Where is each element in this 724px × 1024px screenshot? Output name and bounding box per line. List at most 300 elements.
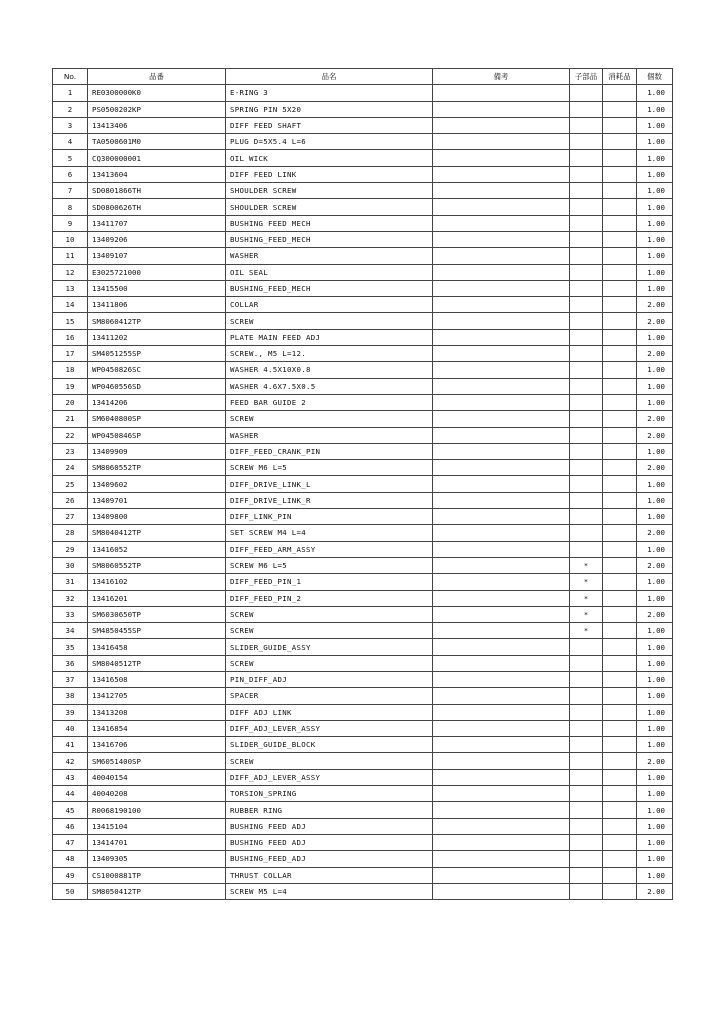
cell-remarks (433, 851, 570, 867)
cell-consumable (603, 199, 637, 215)
table-row (53, 541, 673, 557)
cell-sub-part (570, 720, 603, 736)
cell-no: 1 (53, 85, 88, 101)
cell-qty: 1.00 (637, 590, 673, 606)
cell-consumable (603, 769, 637, 785)
cell-part-name: SHOULDER SCREW (226, 199, 433, 215)
cell-sub-part (570, 786, 603, 802)
cell-sub-part (570, 818, 603, 834)
table-row (53, 753, 673, 769)
cell-consumable (603, 117, 637, 133)
cell-qty: 1.00 (637, 509, 673, 525)
cell-consumable (603, 215, 637, 231)
cell-part-name: BUSHING_FEED_MECH (226, 231, 433, 247)
cell-consumable (603, 802, 637, 818)
cell-sub-part (570, 183, 603, 199)
cell-no: 34 (53, 623, 88, 639)
table-row (53, 150, 673, 166)
cell-no: 21 (53, 411, 88, 427)
cell-consumable (603, 574, 637, 590)
cell-no: 7 (53, 183, 88, 199)
table-row (53, 867, 673, 883)
cell-sub-part (570, 264, 603, 280)
cell-remarks (433, 346, 570, 362)
cell-consumable (603, 720, 637, 736)
table-row (53, 264, 673, 280)
cell-consumable (603, 427, 637, 443)
cell-qty: 1.00 (637, 248, 673, 264)
cell-part-name: BUSHING FEED ADJ (226, 818, 433, 834)
cell-consumable (603, 346, 637, 362)
cell-sub-part (570, 117, 603, 133)
cell-sub-part (570, 655, 603, 671)
table-row (53, 313, 673, 329)
cell-qty: 1.00 (637, 786, 673, 802)
cell-part-name: SLIDER_GUIDE_ASSY (226, 639, 433, 655)
cell-remarks (433, 655, 570, 671)
cell-qty: 1.00 (637, 199, 673, 215)
cell-no: 46 (53, 818, 88, 834)
cell-no: 13 (53, 280, 88, 296)
cell-consumable (603, 655, 637, 671)
cell-sub-part: * (570, 574, 603, 590)
table-row (53, 297, 673, 313)
cell-remarks (433, 737, 570, 753)
cell-qty: 1.00 (637, 834, 673, 850)
cell-consumable (603, 378, 637, 394)
cell-qty: 2.00 (637, 297, 673, 313)
table-row (53, 557, 673, 573)
cell-remarks (433, 623, 570, 639)
header-part-name: 品名 (226, 69, 433, 85)
cell-part-no: SD0800626TH (88, 199, 226, 215)
header-sub-part: 子部品 (570, 69, 603, 85)
cell-no: 25 (53, 476, 88, 492)
cell-part-name: THRUST COLLAR (226, 867, 433, 883)
cell-part-name: DIFF_FEED_PIN_2 (226, 590, 433, 606)
table-row (53, 786, 673, 802)
cell-qty: 1.00 (637, 117, 673, 133)
cell-no: 39 (53, 704, 88, 720)
cell-consumable (603, 557, 637, 573)
table-row (53, 101, 673, 117)
cell-qty: 1.00 (637, 215, 673, 231)
cell-consumable (603, 541, 637, 557)
table-row (53, 166, 673, 182)
table-row (53, 525, 673, 541)
cell-qty: 2.00 (637, 606, 673, 622)
cell-part-no: WP0460556SD (88, 378, 226, 394)
cell-part-no: 13409701 (88, 492, 226, 508)
cell-no: 9 (53, 215, 88, 231)
cell-sub-part (570, 378, 603, 394)
cell-no: 12 (53, 264, 88, 280)
cell-qty: 2.00 (637, 346, 673, 362)
cell-qty: 1.00 (637, 134, 673, 150)
table-row (53, 346, 673, 362)
cell-qty: 1.00 (637, 851, 673, 867)
table-header-row (53, 69, 673, 85)
cell-part-name: E-RING 3 (226, 85, 433, 101)
cell-sub-part (570, 231, 603, 247)
cell-part-name: SLIDER_GUIDE_BLOCK (226, 737, 433, 753)
cell-part-name: DIFF_DRIVE_LINK_R (226, 492, 433, 508)
cell-sub-part (570, 248, 603, 264)
cell-remarks (433, 411, 570, 427)
cell-remarks (433, 541, 570, 557)
cell-no: 17 (53, 346, 88, 362)
cell-consumable (603, 671, 637, 687)
cell-qty: 1.00 (637, 492, 673, 508)
cell-part-name: SCREW (226, 606, 433, 622)
cell-qty: 1.00 (637, 443, 673, 459)
cell-part-name: DIFF_FEED_CRANK_PIN (226, 443, 433, 459)
cell-part-name: BUSHING FEED MECH (226, 215, 433, 231)
cell-qty: 1.00 (637, 150, 673, 166)
cell-consumable (603, 492, 637, 508)
cell-remarks (433, 720, 570, 736)
cell-no: 6 (53, 166, 88, 182)
cell-part-name: DIFF_DRIVE_LINK_L (226, 476, 433, 492)
cell-sub-part (570, 427, 603, 443)
table-row (53, 834, 673, 850)
cell-remarks (433, 215, 570, 231)
table-row (53, 85, 673, 101)
cell-part-name: DIFF_FEED_PIN_1 (226, 574, 433, 590)
cell-part-no: R0068190100 (88, 802, 226, 818)
cell-consumable (603, 411, 637, 427)
cell-consumable (603, 166, 637, 182)
cell-consumable (603, 867, 637, 883)
cell-consumable (603, 183, 637, 199)
cell-part-no: 13416854 (88, 720, 226, 736)
table-row (53, 818, 673, 834)
cell-no: 8 (53, 199, 88, 215)
cell-remarks (433, 313, 570, 329)
parts-list-sheet (52, 68, 672, 900)
table-row (53, 476, 673, 492)
cell-qty: 2.00 (637, 883, 673, 899)
table-row (53, 199, 673, 215)
cell-part-name: WASHER (226, 248, 433, 264)
cell-part-no: RE0300000K0 (88, 85, 226, 101)
cell-part-no: 13416201 (88, 590, 226, 606)
cell-no: 20 (53, 394, 88, 410)
cell-part-no: 13409602 (88, 476, 226, 492)
cell-no: 23 (53, 443, 88, 459)
cell-qty: 1.00 (637, 655, 673, 671)
table-row (53, 117, 673, 133)
cell-remarks (433, 834, 570, 850)
cell-part-no: 13416052 (88, 541, 226, 557)
cell-part-name: SCREW., M5 L=12. (226, 346, 433, 362)
cell-no: 32 (53, 590, 88, 606)
cell-part-no: 13409800 (88, 509, 226, 525)
cell-part-no: 13413604 (88, 166, 226, 182)
cell-part-no: PS0500202KP (88, 101, 226, 117)
cell-remarks (433, 590, 570, 606)
cell-remarks (433, 476, 570, 492)
cell-sub-part (570, 476, 603, 492)
cell-part-no: 13416102 (88, 574, 226, 590)
cell-part-no: 13409305 (88, 851, 226, 867)
table-row (53, 606, 673, 622)
cell-consumable (603, 297, 637, 313)
cell-no: 28 (53, 525, 88, 541)
cell-no: 44 (53, 786, 88, 802)
table-row (53, 639, 673, 655)
cell-part-no: 13416706 (88, 737, 226, 753)
cell-sub-part: * (570, 606, 603, 622)
table-row (53, 411, 673, 427)
cell-sub-part (570, 329, 603, 345)
cell-consumable (603, 639, 637, 655)
table-row (53, 362, 673, 378)
cell-no: 19 (53, 378, 88, 394)
cell-part-name: DIFF FEED LINK (226, 166, 433, 182)
cell-part-name: SCREW (226, 411, 433, 427)
cell-consumable (603, 704, 637, 720)
cell-remarks (433, 134, 570, 150)
cell-part-no: SM8060412TP (88, 313, 226, 329)
cell-part-no: TA0500601M0 (88, 134, 226, 150)
header-remarks: 備考 (433, 69, 570, 85)
cell-part-no: 40040154 (88, 769, 226, 785)
cell-part-name: SPRING PIN 5X20 (226, 101, 433, 117)
cell-sub-part (570, 101, 603, 117)
cell-part-no: 13409909 (88, 443, 226, 459)
cell-qty: 1.00 (637, 231, 673, 247)
cell-no: 27 (53, 509, 88, 525)
cell-remarks (433, 264, 570, 280)
table-row (53, 590, 673, 606)
cell-no: 5 (53, 150, 88, 166)
cell-sub-part (570, 509, 603, 525)
cell-consumable (603, 688, 637, 704)
cell-part-name: PLUG D=5X5.4 L=6 (226, 134, 433, 150)
table-row (53, 427, 673, 443)
cell-part-no: 13409107 (88, 248, 226, 264)
cell-qty: 2.00 (637, 427, 673, 443)
cell-part-no: WP0450846SP (88, 427, 226, 443)
cell-remarks (433, 704, 570, 720)
table-row (53, 720, 673, 736)
cell-qty: 1.00 (637, 280, 673, 296)
table-row (53, 280, 673, 296)
table-row (53, 671, 673, 687)
cell-consumable (603, 85, 637, 101)
cell-sub-part (570, 851, 603, 867)
cell-part-no: 13411707 (88, 215, 226, 231)
cell-part-name: OIL SEAL (226, 264, 433, 280)
cell-part-no: CQ300000001 (88, 150, 226, 166)
cell-part-no: 13414701 (88, 834, 226, 850)
cell-part-name: PIN_DIFF_ADJ (226, 671, 433, 687)
cell-remarks (433, 867, 570, 883)
table-row (53, 688, 673, 704)
cell-remarks (433, 509, 570, 525)
cell-part-no: 40040208 (88, 786, 226, 802)
cell-consumable (603, 264, 637, 280)
cell-part-no: 13415500 (88, 280, 226, 296)
cell-no: 49 (53, 867, 88, 883)
cell-sub-part (570, 737, 603, 753)
cell-consumable (603, 443, 637, 459)
cell-part-no: 13411202 (88, 329, 226, 345)
cell-consumable (603, 509, 637, 525)
cell-remarks (433, 248, 570, 264)
cell-qty: 2.00 (637, 557, 673, 573)
cell-sub-part (570, 411, 603, 427)
cell-remarks (433, 231, 570, 247)
table-row (53, 769, 673, 785)
table-row (53, 623, 673, 639)
cell-sub-part (570, 362, 603, 378)
cell-no: 30 (53, 557, 88, 573)
cell-part-name: SCREW (226, 623, 433, 639)
cell-qty: 1.00 (637, 394, 673, 410)
cell-part-name: SCREW M6 L=5 (226, 557, 433, 573)
cell-qty: 2.00 (637, 411, 673, 427)
cell-remarks (433, 427, 570, 443)
cell-part-name: DIFF FEED SHAFT (226, 117, 433, 133)
table-row (53, 183, 673, 199)
cell-part-name: OIL WICK (226, 150, 433, 166)
cell-consumable (603, 834, 637, 850)
cell-no: 24 (53, 460, 88, 476)
cell-qty: 1.00 (637, 541, 673, 557)
cell-remarks (433, 297, 570, 313)
cell-sub-part: * (570, 623, 603, 639)
cell-no: 33 (53, 606, 88, 622)
cell-no: 40 (53, 720, 88, 736)
cell-part-no: WP0450826SC (88, 362, 226, 378)
cell-part-no: 13411806 (88, 297, 226, 313)
cell-part-name: SCREW (226, 655, 433, 671)
cell-remarks (433, 606, 570, 622)
cell-no: 15 (53, 313, 88, 329)
cell-remarks (433, 753, 570, 769)
table-row (53, 704, 673, 720)
cell-consumable (603, 476, 637, 492)
header-consumable: 消耗品 (603, 69, 637, 85)
table-row (53, 509, 673, 525)
table-row (53, 248, 673, 264)
cell-remarks (433, 394, 570, 410)
cell-sub-part (570, 492, 603, 508)
cell-no: 43 (53, 769, 88, 785)
cell-remarks (433, 199, 570, 215)
cell-no: 37 (53, 671, 88, 687)
table-row (53, 802, 673, 818)
cell-qty: 1.00 (637, 818, 673, 834)
cell-no: 35 (53, 639, 88, 655)
cell-part-name: COLLAR (226, 297, 433, 313)
cell-qty: 1.00 (637, 264, 673, 280)
cell-remarks (433, 460, 570, 476)
table-row (53, 883, 673, 899)
table-row (53, 134, 673, 150)
table-row (53, 851, 673, 867)
cell-remarks (433, 362, 570, 378)
cell-consumable (603, 737, 637, 753)
cell-part-name: BUSHING_FEED_ADJ (226, 851, 433, 867)
cell-part-no: 13414206 (88, 394, 226, 410)
cell-no: 36 (53, 655, 88, 671)
cell-consumable (603, 362, 637, 378)
cell-no: 47 (53, 834, 88, 850)
cell-qty: 1.00 (637, 671, 673, 687)
cell-part-name: SPACER (226, 688, 433, 704)
cell-part-no: SM8060552TP (88, 460, 226, 476)
cell-no: 22 (53, 427, 88, 443)
cell-qty: 1.00 (637, 101, 673, 117)
cell-remarks (433, 883, 570, 899)
cell-qty: 1.00 (637, 85, 673, 101)
cell-part-no: 13413208 (88, 704, 226, 720)
cell-part-name: DIFF_ADJ_LEVER_ASSY (226, 720, 433, 736)
cell-qty: 1.00 (637, 704, 673, 720)
cell-sub-part (570, 802, 603, 818)
cell-part-no: SM8040412TP (88, 525, 226, 541)
header-no: No. (53, 69, 88, 85)
cell-part-name: WASHER 4.5X10X0.8 (226, 362, 433, 378)
cell-remarks (433, 166, 570, 182)
cell-consumable (603, 525, 637, 541)
cell-no: 48 (53, 851, 88, 867)
cell-part-no: 13413406 (88, 117, 226, 133)
cell-qty: 1.00 (637, 737, 673, 753)
cell-qty: 1.00 (637, 378, 673, 394)
cell-consumable (603, 280, 637, 296)
cell-qty: 1.00 (637, 623, 673, 639)
table-row (53, 492, 673, 508)
cell-consumable (603, 101, 637, 117)
cell-no: 26 (53, 492, 88, 508)
cell-part-no: 13416458 (88, 639, 226, 655)
cell-sub-part (570, 346, 603, 362)
cell-remarks (433, 183, 570, 199)
cell-sub-part (570, 166, 603, 182)
cell-part-name: SCREW (226, 753, 433, 769)
cell-remarks (433, 492, 570, 508)
cell-no: 29 (53, 541, 88, 557)
cell-sub-part (570, 297, 603, 313)
cell-part-no: SM6030650TP (88, 606, 226, 622)
cell-remarks (433, 329, 570, 345)
cell-remarks (433, 639, 570, 655)
cell-part-no: SM4850455SP (88, 623, 226, 639)
cell-consumable (603, 150, 637, 166)
cell-qty: 1.00 (637, 574, 673, 590)
cell-no: 50 (53, 883, 88, 899)
table-row (53, 231, 673, 247)
cell-remarks (433, 786, 570, 802)
cell-qty: 1.00 (637, 362, 673, 378)
cell-part-name: PLATE MAIN FEED ADJ (226, 329, 433, 345)
cell-qty: 1.00 (637, 183, 673, 199)
cell-part-name: WASHER 4.6X7.5X0.5 (226, 378, 433, 394)
cell-remarks (433, 671, 570, 687)
cell-consumable (603, 851, 637, 867)
cell-part-no: SM8060552TP (88, 557, 226, 573)
cell-remarks (433, 280, 570, 296)
cell-part-name: BUSHING FEED ADJ (226, 834, 433, 850)
cell-part-no: 13416508 (88, 671, 226, 687)
cell-remarks (433, 378, 570, 394)
cell-sub-part (570, 769, 603, 785)
cell-qty: 2.00 (637, 525, 673, 541)
